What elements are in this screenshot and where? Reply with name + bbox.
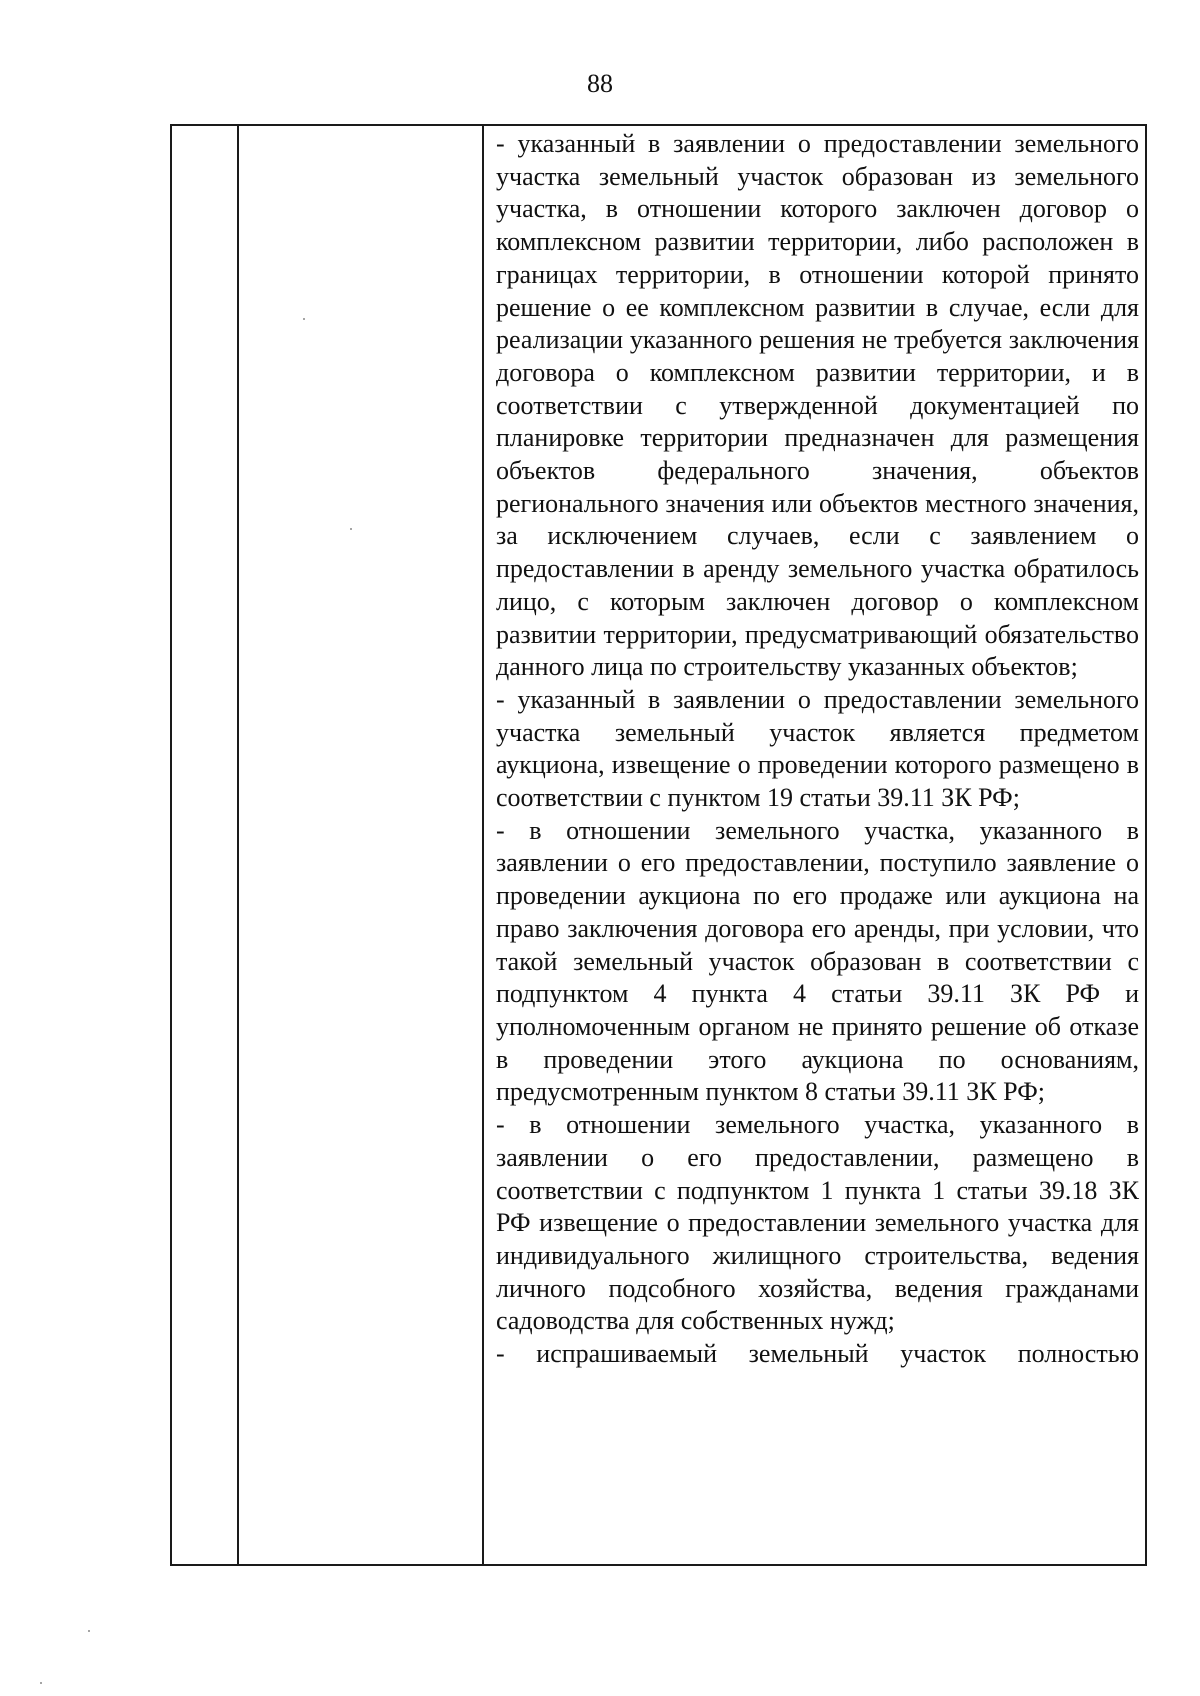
table-column-grounds <box>484 126 1145 1564</box>
refusal-ground-paragraph: - указанный в заявлении о предоставлении земельного участка земельный участок образован из земельного участка, в отношении которого заключен договор о комплексном развитии территории, либо расположен в границах территории, в отношении которой принято решение о ее комплексном развитии в случае, если для реализации указанного решения не требуется заключения договора о комплексном развитии территории, и в соответствии с утвержденной документацией по планировке территории предназначен для размещения объектов федерального значения, объектов регионального значения или объектов местного значения, за исключением случаев, если с заявлением о предоставлении в аренду земельного участка обратилось лицо, с которым заключен договор о комплексном развитии территории, предусматривающий обязательство данного лица по строительству указанных объектов; <box>496 129 1139 682</box>
page-number: 88 <box>587 69 613 98</box>
document-table <box>170 124 1147 1566</box>
refusal-ground-paragraph: - в отношении земельного участка, указанного в заявлении о его предоставлении, поступило заявление о проведении аукциона по его продаже или аукциона на право заключения договора его аренды, при условии, что такой земельный участок образован в соответствии с подпунктом 4 пункта 4 статьи 39.11 ЗК РФ и уполномоченным органом не принято решение об отказе в проведении этого аукциона по основаниям, предусмотренным пунктом 8 статьи 39.11 ЗК РФ; <box>496 815 1139 1107</box>
scan-speck <box>350 528 352 530</box>
table-column-number <box>172 126 239 1564</box>
scan-speck <box>303 318 305 320</box>
refusal-ground-paragraph-continued: - испрашиваемый земельный участок полностью <box>496 1339 1139 1369</box>
scan-speck <box>40 1682 42 1684</box>
refusal-ground-paragraph: - в отношении земельного участка, указанного в заявлении о его предоставлении, размещено в соответствии с подпунктом 1 пункта 1 статьи 39.18 ЗК РФ извещение о предоставлении земельного участка для индивидуального жилищного строительства, ведения личного подсобного хозяйства, ведения гражданами садоводства для собственных нужд; <box>496 1110 1139 1336</box>
scan-speck <box>88 1630 90 1632</box>
refusal-ground-paragraph: - указанный в заявлении о предоставлении земельного участка земельный участок является предметом аукциона, извещение о проведении которого размещено в соответствии с пунктом 19 статьи 39.11 ЗК РФ; <box>496 684 1139 813</box>
table-column-name <box>239 126 484 1564</box>
